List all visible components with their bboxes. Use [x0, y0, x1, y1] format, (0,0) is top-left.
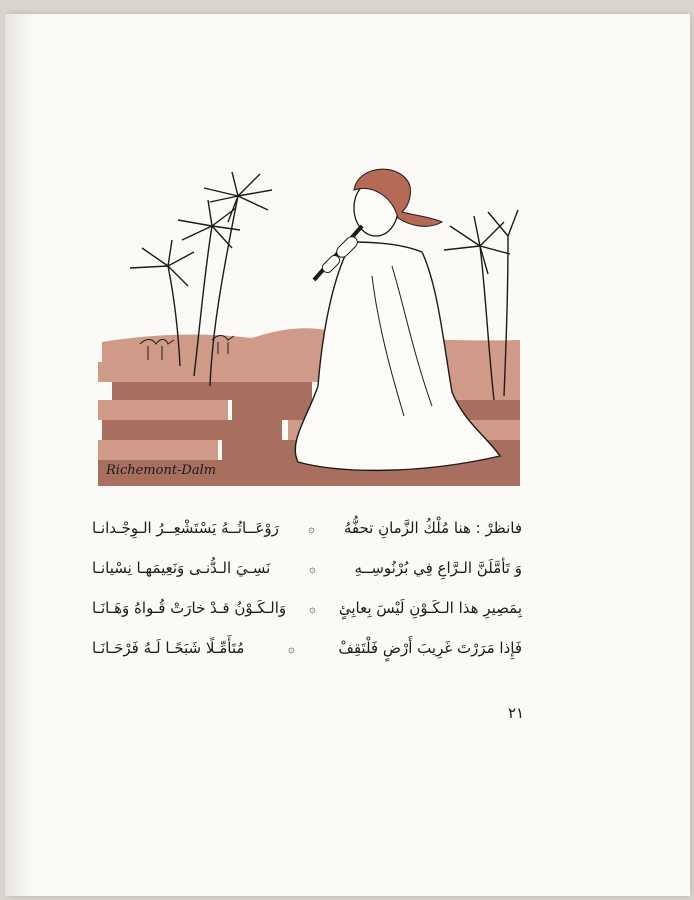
page-number: ٢١ — [508, 704, 525, 722]
poem-line — [92, 628, 522, 668]
artist-signature: Richemont-Dalm — [106, 463, 217, 478]
poem-line — [92, 508, 522, 548]
verse-separator: ۞ — [308, 521, 315, 535]
verse-separator: ۞ — [288, 641, 295, 655]
verse-separator: ۞ — [309, 561, 316, 575]
hemistich-left: مُتَأَمِّـلًا شَبَحًـا لَـهُ فَرْحَـانَـا — [92, 639, 245, 657]
poem — [92, 508, 522, 668]
spine-shadow — [8, 14, 34, 896]
hemistich-right: فَإِذا مَرَرْتَ غَرِيبَ أَرْضٍ فَلْتَقِفْ — [338, 639, 522, 657]
hemistich-left: وَالـكَـوْنُ قـدْ خارَتْ قُـواهُ وَهَـانَـا — [92, 599, 287, 617]
illustration-svg — [92, 156, 520, 486]
poem-line — [92, 588, 522, 628]
hemistich-right: فانظرْ : هنا مُلْكُ الزَّمانِ تحفُّهُ — [343, 519, 522, 537]
hemistich-right: وَ تَأمَّلَنَّ الـرَّاعِ فِي بُرْنُوسِــهِ — [354, 559, 522, 577]
illustration-flute-player — [92, 156, 520, 486]
hemistich-right: بِمَصِيرِ هذا الـكَـوْنِ لَيْسَ بِعابِئٍ — [338, 599, 522, 617]
hemistich-left: نَسِـيَ الـدُّنـى وَنَعِيمَهـا نِسْيانـا — [92, 559, 271, 577]
hemistich-left: رَوْعَــاتُــهُ يَسْتَشْعِــرُ الـوِجْـدانـا — [92, 519, 279, 537]
verse-separator: ۞ — [309, 601, 316, 615]
poem-line — [92, 548, 522, 588]
book-page — [8, 14, 690, 896]
distant-hills — [102, 328, 520, 364]
